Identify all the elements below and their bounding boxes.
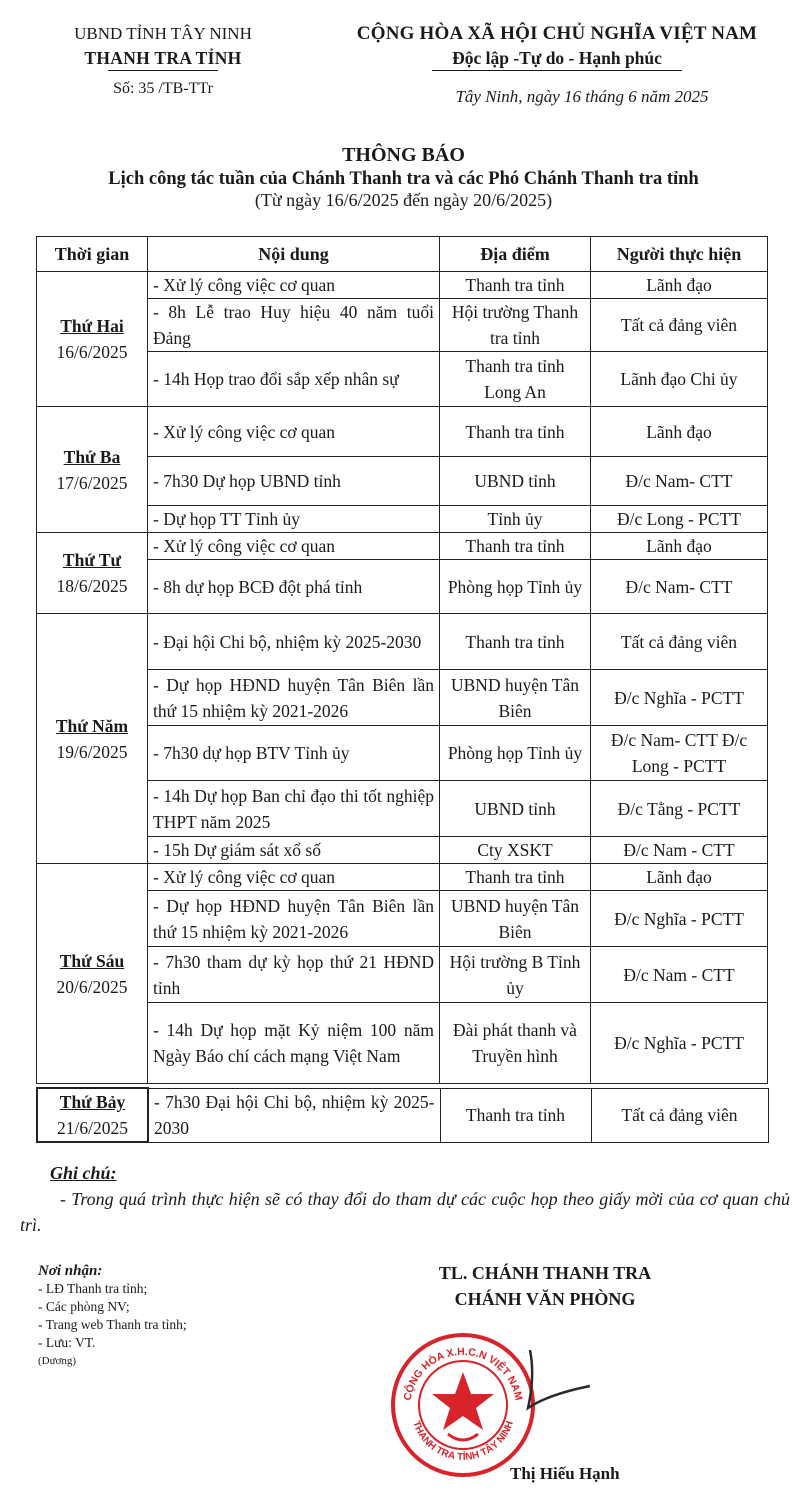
place-cell: UBND huyện Tân Biên xyxy=(440,670,591,726)
place-cell: Tỉnh ủy xyxy=(440,506,591,533)
place-cell: Thanh tra tỉnh xyxy=(440,864,591,891)
person-cell: Tất cả đảng viên xyxy=(591,1088,768,1142)
day-date: 20/6/2025 xyxy=(56,976,128,997)
day-date: 16/6/2025 xyxy=(56,342,128,362)
doc-date-range: (Từ ngày 16/6/2025 đến ngày 20/6/2025) xyxy=(254,190,553,210)
content-cell: - 8h dự họp BCĐ đột phá tỉnh xyxy=(148,560,440,614)
table-row xyxy=(37,864,768,891)
col-header-place: Địa điểm xyxy=(440,237,591,272)
place-cell: Thanh tra tỉnh xyxy=(440,533,591,560)
motto-underline xyxy=(432,70,682,71)
place-cell: Hội trường B Tỉnh ủy xyxy=(440,947,591,1003)
seal-top-text: CỘNG HÒA X.H.C.N VIỆT NAM xyxy=(401,1345,525,1402)
content-cell: - Dự họp HĐND huyện Tân Biên lần thứ 15 nhiệm kỳ 2021-2026 xyxy=(148,891,440,947)
content-cell: - Xử lý công việc cơ quan xyxy=(148,864,440,891)
day-cell xyxy=(37,614,148,864)
content-cell: - Dự họp TT Tỉnh ủy xyxy=(148,506,440,533)
note-section xyxy=(20,1160,790,1238)
table-header-row xyxy=(37,237,768,272)
day-name: Thứ Bảy xyxy=(59,1092,126,1112)
day-name: Thứ Sáu xyxy=(59,950,125,971)
header-left xyxy=(38,22,288,101)
person-cell: Tất cả đảng viên xyxy=(591,299,768,352)
content-cell: - 15h Dự giám sát xổ số xyxy=(148,837,440,864)
signer-block xyxy=(400,1260,690,1312)
place-cell: Thanh tra tỉnh xyxy=(440,614,591,670)
day-name: Thứ Tư xyxy=(62,550,122,570)
schedule-table xyxy=(36,236,768,1084)
content-cell: - 7h30 dự họp BTV Tỉnh ủy xyxy=(148,726,440,781)
place-cell: Thanh tra tỉnh xyxy=(440,407,591,457)
recipient-item: - LĐ Thanh tra tỉnh; xyxy=(38,1281,148,1296)
person-cell: Đ/c Nam - CTT xyxy=(591,837,768,864)
content-cell: - Xử lý công việc cơ quan xyxy=(148,272,440,299)
org-parent: UBND TỈNH TÂY NINH xyxy=(74,24,252,43)
place-cell: Thanh tra tỉnh Long An xyxy=(440,352,591,407)
place-cell: Thanh tra tỉnh xyxy=(440,272,591,299)
person-cell: Đ/c Nam- CTT Đ/c Long - PCTT xyxy=(591,726,768,781)
day-cell xyxy=(37,1088,148,1142)
person-cell: Đ/c Nghĩa - PCTT xyxy=(591,1003,768,1084)
content-cell: - 7h30 tham dự kỳ họp thứ 21 HĐND tỉnh xyxy=(148,947,440,1003)
place-cell: Phòng họp Tỉnh ủy xyxy=(440,560,591,614)
content-cell: - Dự họp HĐND huyện Tân Biên lần thứ 15 nhiệm kỳ 2021-2026 xyxy=(148,670,440,726)
signature-icon xyxy=(500,1350,610,1420)
place-cell: UBND tỉnh xyxy=(440,781,591,837)
place-cell: Cty XSKT xyxy=(440,837,591,864)
table-row xyxy=(37,407,768,457)
day-cell xyxy=(37,864,148,1084)
day-name: Thứ Năm xyxy=(55,715,129,736)
col-header-content: Nội dung xyxy=(148,237,440,272)
place-cell: Phòng họp Tỉnh ủy xyxy=(440,726,591,781)
content-cell: - 14h Họp trao đổi sắp xếp nhân sự xyxy=(148,352,440,407)
content-cell: - 8h Lễ trao Huy hiệu 40 năm tuổi Đảng xyxy=(148,299,440,352)
person-cell: Lãnh đạo xyxy=(591,272,768,299)
day-cell xyxy=(37,533,148,614)
content-cell: - Xử lý công việc cơ quan xyxy=(148,407,440,457)
place-cell: Đài phát thanh và Truyền hình xyxy=(440,1003,591,1084)
day-date: 18/6/2025 xyxy=(56,576,128,596)
note-text: - Trong quá trình thực hiện sẽ có thay đổi do tham dự các cuộc họp theo giấy mời của cơ quan chủ trì. xyxy=(20,1189,790,1235)
person-cell: Đ/c Nam- CTT xyxy=(591,457,768,506)
person-cell: Lãnh đạo xyxy=(591,407,768,457)
content-cell: - 7h30 Đại hội Chi bộ, nhiệm kỳ 2025-2030 xyxy=(148,1088,440,1142)
person-cell: Đ/c Nam - CTT xyxy=(591,947,768,1003)
day-cell xyxy=(37,407,148,533)
recipients-label: Nơi nhận: xyxy=(38,1263,103,1279)
col-header-person: Người thực hiện xyxy=(591,237,768,272)
signer-line2: CHÁNH VĂN PHÒNG xyxy=(454,1289,636,1309)
doc-title: THÔNG BÁO xyxy=(342,144,465,166)
recipient-item: - Lưu: VT. xyxy=(38,1335,96,1350)
content-cell: - 7h30 Dự họp UBND tỉnh xyxy=(148,457,440,506)
person-cell: Đ/c Nghĩa - PCTT xyxy=(591,891,768,947)
motto: Độc lập -Tự do - Hạnh phúc xyxy=(452,48,662,68)
place-cell: UBND huyện Tân Biên xyxy=(440,891,591,947)
place-cell: Thanh tra tỉnh xyxy=(440,1088,591,1142)
table-row xyxy=(37,614,768,670)
drafter-initials: (Dương) xyxy=(38,1355,77,1367)
col-header-time: Thời gian xyxy=(37,237,148,272)
header-right xyxy=(318,22,796,109)
signer-name: Thị Hiếu Hạnh xyxy=(510,1464,620,1483)
content-cell: - Xử lý công việc cơ quan xyxy=(148,533,440,560)
org-underline xyxy=(108,70,218,71)
day-name: Thứ Hai xyxy=(60,316,124,336)
person-cell: Đ/c Long - PCTT xyxy=(591,506,768,533)
person-cell: Lãnh đạo xyxy=(591,864,768,891)
content-cell: - Đại hội Chi bộ, nhiệm kỳ 2025-2030 xyxy=(148,614,440,670)
saturday-table xyxy=(36,1087,769,1143)
table-row xyxy=(37,533,768,560)
content-cell: - 14h Dự họp Ban chỉ đạo thi tốt nghiệp THPT năm 2025 xyxy=(148,781,440,837)
day-date: 17/6/2025 xyxy=(56,472,128,493)
person-cell: Đ/c Tằng - PCTT xyxy=(591,781,768,837)
doc-subtitle: Lịch công tác tuần của Chánh Thanh tra và các Phó Chánh Thanh tra tỉnh xyxy=(108,169,699,189)
content-cell: - 14h Dự họp mặt Kỷ niệm 100 năm Ngày Báo chí cách mạng Việt Nam xyxy=(148,1003,440,1084)
doc-number: Số: 35 /TB-TTr xyxy=(113,80,213,97)
person-cell: Lãnh đạo Chi ủy xyxy=(591,352,768,407)
seal-bottom-text: THANH TRA TỈNH TÂY NINH xyxy=(410,1419,516,1463)
signer-line1: TL. CHÁNH THANH TRA xyxy=(438,1263,652,1283)
table-row xyxy=(37,272,768,299)
nation-title: CỘNG HÒA XÃ HỘI CHỦ NGHĨA VIỆT NAM xyxy=(356,23,758,44)
day-cell xyxy=(37,272,148,407)
place-cell: Hội trường Thanh tra tỉnh xyxy=(440,299,591,352)
note-label: Ghi chú: xyxy=(50,1163,117,1183)
recipient-item: - Trang web Thanh tra tỉnh; xyxy=(38,1317,187,1332)
day-name: Thứ Ba xyxy=(63,446,121,467)
person-cell: Lãnh đạo xyxy=(591,533,768,560)
person-cell: Tất cả đảng viên xyxy=(591,614,768,670)
place-date: Tây Ninh, ngày 16 tháng 6 năm 2025 xyxy=(455,87,709,106)
day-date: 19/6/2025 xyxy=(56,741,128,762)
place-cell: UBND tỉnh xyxy=(440,457,591,506)
recipients-block xyxy=(38,1262,278,1370)
person-cell: Đ/c Nam- CTT xyxy=(591,560,768,614)
table-row xyxy=(37,1088,768,1142)
recipient-item: - Các phòng NV; xyxy=(38,1299,130,1314)
day-date: 21/6/2025 xyxy=(57,1118,128,1138)
org-name: THANH TRA TỈNH xyxy=(84,48,242,68)
title-block xyxy=(0,144,807,211)
person-cell: Đ/c Nghĩa - PCTT xyxy=(591,670,768,726)
